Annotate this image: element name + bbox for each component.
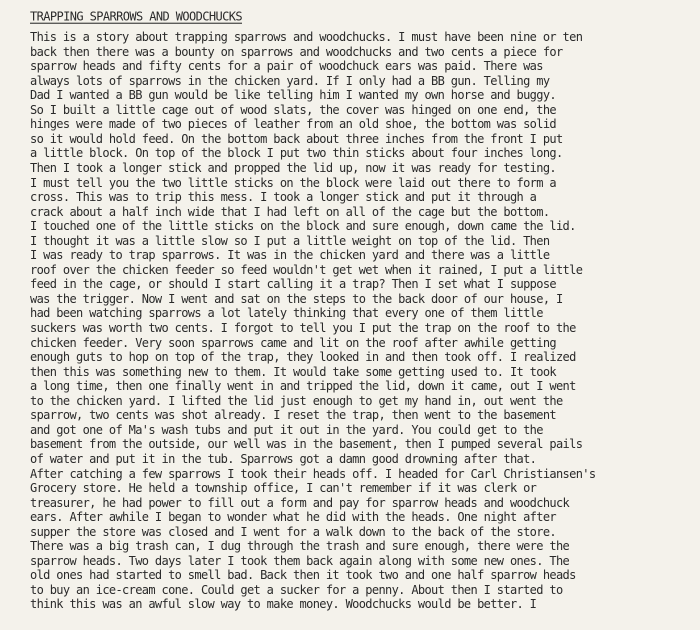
text-line: always lots of sparrows in the chicken yard. If I only had a BB gun. Telling my [30,73,550,88]
text-line: So I built a little cage out of wood slats, the cover was hinged on one end, the [30,102,556,117]
text-line: to buy an ice-cream cone. Could get a sucker for a penny. About then I started to [30,582,563,597]
text-line: basement from the outside, our well was in the basement, then I pumped several pails [30,437,583,452]
text-line: back then there was a bounty on sparrows and woodchucks and two cents a piece for [30,44,563,59]
text-line: I thought it was a little slow so I put a little weight on top of the lid. Then [30,233,550,248]
text-line: This is a story about trapping sparrows and woodchucks. I must have been nine or ten [30,30,583,44]
text-line: Dad I wanted a BB gun would be like telling him I wanted my own horse and buggy. [30,88,556,103]
text-line: so it would hold feed. On the bottom back about three inches from the front I put [30,131,563,146]
text-line: old ones had started to smell bad. Back then it took two and one half sparrow heads [30,568,576,583]
text-line: then this was something new to them. It would take some getting used to. It took [30,364,556,379]
text-line: Grocery store. He held a township office, I can't remember if it was clerk or [30,481,537,496]
text-line: treasurer, he had power to fill out a form and pay for sparrow heads and woodchuck [30,495,570,510]
text-line: ears. After awhile I began to wonder what he did with the heads. One night after [30,510,556,525]
text-line: sparrow heads. Two days later I took them back again along with some new ones. The [30,553,570,568]
text-line: to the chicken yard. I lifted the lid just enough to get my hand in, out went the [30,393,563,408]
text-line: hinges were made of two pieces of leather from an old shoe, the bottom was solid [30,117,556,132]
text-line: I touched one of the little sticks on the block and sure enough, down came the lid. [30,219,576,234]
text-line: enough guts to hop on top of the trap, they looked in and then took off. I realized [30,350,576,365]
text-line: think this was an awful slow way to make money. Woodchucks would be better. I [30,597,537,612]
text-line: supper the store was closed and I went for a walk down to the back of the store. [30,524,556,539]
text-line: crack about a half inch wide that I had left on all of the cage but the bottom. [30,204,550,219]
text-line: was the trigger. Now I went and sat on the steps to the back door of our house, I [30,291,563,306]
text-line: Then I took a longer stick and propped the lid up, now it was ready for testing. [30,160,556,175]
text-line: chicken feeder. Very soon sparrows came and lit on the roof after awhile getting [30,335,556,350]
text-line: suckers was worth two cents. I forgot to tell you I put the trap on the roof to the [30,321,576,335]
text-line: roof over the chicken feeder so feed wouldn't get wet when it rained, I put a little [30,262,583,277]
text-line: sparrow, two cents was shot already. I reset the trap, then went to the basement [30,408,556,423]
text-line: sparrow heads and fifty cents for a pair of woodchuck ears was paid. There was [30,59,543,74]
text-line: I must tell you the two little sticks on the block were laid out there to form a [30,175,556,190]
text-line: and got one of Ma's wash tubs and put it out in the yard. You could get to the [30,422,543,437]
text-line: of water and put it in the tub. Sparrows got a damn good drowning after that. [30,451,537,466]
text-line: feed in the cage, or should I start calling it a trap? Then I set what I suppose [30,277,556,292]
text-line: cross. This was to trip this mess. I took a longer stick and put it through a [30,190,537,205]
text-line: had been watching sparrows a lot lately thinking that every one of them little [30,306,543,321]
text-line: I was ready to trap sparrows. It was in the chicken yard and there was a little [30,248,550,263]
text-line: After catching a few sparrows I took their heads off. I headed for Carl Christiansen's [30,466,596,481]
text-line: a little block. On top of the block I put two thin sticks about four inches long. [30,146,563,161]
text-line: a long time, then one finally went in and tripped the lid, down it came, out I went [30,379,576,394]
document-title: TRAPPING SPARROWS AND WOODCHUCKS [30,9,242,24]
text-line: There was a big trash can, I dug through the trash and sure enough, there were the [30,539,570,554]
